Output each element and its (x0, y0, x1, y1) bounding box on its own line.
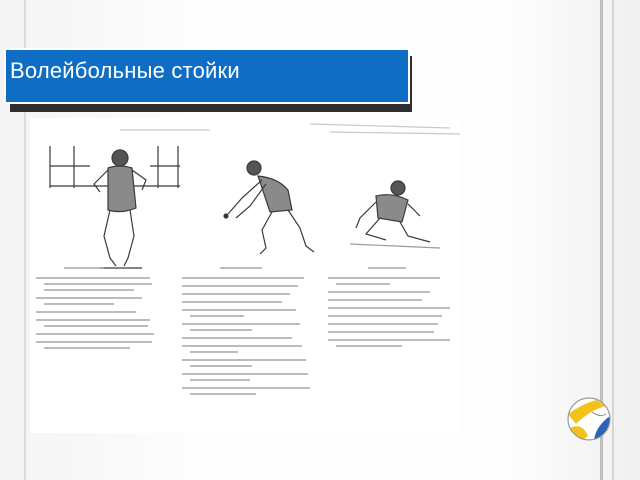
stances-illustration (30, 118, 462, 433)
slide-title: Волейбольные стойки (10, 58, 240, 83)
frame-line-right-inner (612, 0, 614, 480)
volleyball-icon (566, 396, 612, 442)
